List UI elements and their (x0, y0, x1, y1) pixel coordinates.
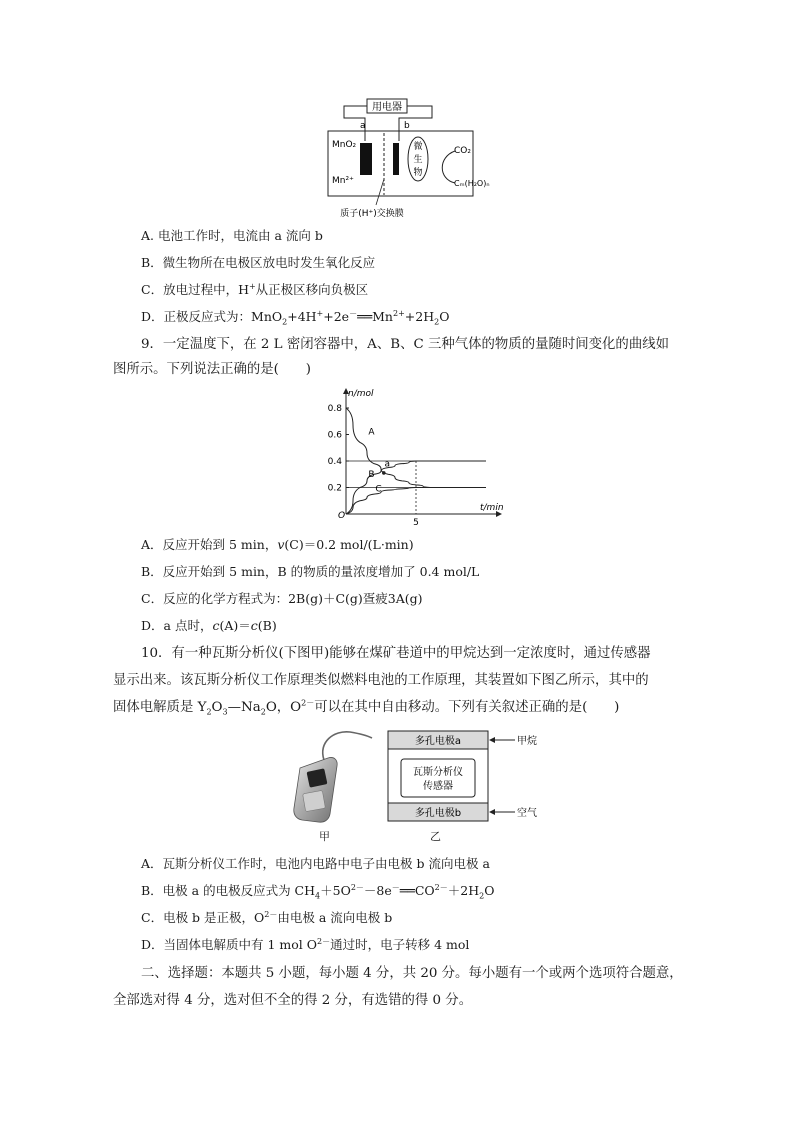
electrode-a (360, 143, 372, 175)
device-panel (303, 790, 326, 811)
q9-d-post: (B) (257, 618, 277, 633)
q8-d-mid2: +2e (323, 309, 350, 324)
q9-d-c1: c (212, 618, 220, 633)
q10-stem-line3 (113, 700, 619, 716)
q8-c-post: 从正极区移向负极区 (255, 282, 369, 297)
q10-b-end: O (484, 883, 495, 898)
q10-stem3-mid: —Na (227, 700, 261, 715)
point-a-label: a (384, 459, 391, 470)
top-electrode-label: 多孔电极a (414, 736, 462, 747)
q10-sub2: 2 (206, 707, 212, 717)
y-tick-label: 0.6 (327, 430, 342, 441)
q10-stem3-pre: 固体电解质是 Y (113, 700, 207, 715)
label-yi: 乙 (430, 830, 441, 843)
q10-b-sup: 2－ (350, 882, 364, 892)
q9-option-a (141, 537, 414, 553)
q9-a-post: (C)＝0.2 mol/(L·min) (284, 537, 414, 552)
q8-d-sup-plus: + (316, 308, 324, 318)
microbe-char-2: 生 (413, 155, 423, 165)
q10-c-post: 由电极 a 流向电极 b (277, 910, 393, 925)
x-axis-label: t/min (480, 503, 504, 513)
q8-d-sub2a: 2 (282, 317, 288, 327)
q10-stem-line2: 显示出来。该瓦斯分析仪工作原理类似燃料电池的工作原理，其装置如下图乙所示，其中的 (113, 673, 649, 688)
q8-d-post: +2H (404, 309, 435, 324)
q9-stem-line2: 图所示。下列说法正确的是( ) (113, 362, 311, 377)
device-body (294, 757, 337, 822)
q10-option-b (141, 883, 494, 899)
q9-option-d (141, 618, 277, 634)
sensor-cell-diagram (383, 729, 543, 824)
mn2-label: Mn²⁺ (332, 176, 354, 186)
q10-d-sup: 2－ (317, 936, 331, 946)
device-label: 用电器 (372, 102, 402, 113)
q9-stem-line1: 9．一定温度下，在 2 L 密闭容器中，A、B、C 三种气体的物质的量随时间变化的曲线如 (141, 337, 669, 352)
q10-d-pre: D．当固体电解质中有 1 mol O (141, 937, 318, 952)
q9-a-v: v (277, 537, 285, 552)
q8-d-sup-2plus: 2+ (392, 308, 405, 318)
section2-line2: 全部选对得 4 分，选对但不全的得 2 分，有选错的得 0 分。 (113, 993, 473, 1008)
q9-d-pre: D．a 点时， (141, 618, 213, 633)
y-tick-label: 0.8 (327, 404, 342, 414)
q10-b-mid3: ══CO (399, 883, 435, 898)
q10-sup-2m: 2－ (301, 698, 315, 708)
q8-option-d (141, 309, 449, 325)
cm-label: Cₘ(H₂O)ₙ (454, 179, 490, 188)
co2-label: CO₂ (454, 146, 471, 156)
q10-c-sup: 2－ (264, 909, 278, 919)
q8-d-sup-minus: － (349, 308, 358, 318)
q10-option-d (141, 937, 469, 953)
section2-line1: 二、选择题：本题共 5 小题，每小题 4 分，共 20 分。每小题有一个或两个选项符合题意， (141, 966, 683, 981)
q10-option-a: A．瓦斯分析仪工作时，电池内电路中电子由电极 b 流向电极 a (141, 856, 490, 871)
q10-b-sub4: 4 (315, 891, 321, 901)
probe-cable (323, 732, 372, 760)
series-C-label: C (375, 484, 382, 495)
series-A-line (346, 408, 486, 488)
q8-c-pre: C．放电过程中，H (141, 282, 249, 297)
q10-b-sup2: － (391, 882, 400, 892)
y-tick-label: 0.4 (327, 457, 342, 467)
q9-d-c2: c (250, 618, 258, 633)
q10-stem3-post: 可以在其中自由移动。下列有关叙述正确的是( ) (314, 700, 620, 715)
electrode-b (393, 143, 399, 175)
y-axis-label: n/mol (348, 389, 374, 399)
q10-b-sub2: 2 (479, 891, 485, 901)
bottom-electrode-label: 多孔电极b (414, 808, 462, 819)
membrane-pointer (376, 179, 384, 205)
q10-stem3-y: O (211, 700, 223, 715)
q10-option-c (141, 910, 392, 926)
fuel-cell-diagram (320, 95, 500, 220)
label-jia: 甲 (319, 830, 330, 843)
q10-stem-line1: 10．有一种瓦斯分析仪(下图甲)能够在煤矿巷道中的甲烷达到一定浓度时，通过传感器 (141, 646, 651, 661)
q10-b-mid: ＋5O (320, 883, 351, 898)
electrode-b-label: b (404, 121, 410, 131)
q10-c-pre: C．电极 b 是正极，O (141, 910, 265, 925)
air-arrowhead (489, 809, 495, 815)
methane-arrowhead (489, 737, 495, 743)
q10-b-mid2: －8e (363, 883, 392, 898)
sensor-label-1: 瓦斯分析仪 (413, 767, 463, 778)
q9-option-c: C．反应的化学方程式为：2B(g)＋C(g)疍疲3A(g) (141, 591, 423, 606)
x-tick-label: 5 (413, 518, 419, 526)
q10-b-sup3: 2－ (434, 882, 448, 892)
q8-d-sub2b: 2 (434, 317, 440, 327)
q9-d-mid: (A)＝ (219, 618, 251, 633)
origin-label: O (338, 511, 346, 521)
microbe-char-1: 微 (413, 142, 423, 152)
air-label: 空气 (517, 808, 537, 819)
q9-a-pre: A．反应开始到 5 min， (141, 537, 278, 552)
q10-sub2b: 2 (260, 707, 266, 717)
q8-c-sup: + (248, 281, 256, 291)
q9-chart (318, 384, 508, 526)
q10-sub3: 3 (222, 707, 228, 717)
q10-stem3-mid2: O，O (265, 700, 302, 715)
q8-d-mid: +4H (287, 309, 317, 324)
q8-d-pre: D．正极反应式为：MnO (141, 309, 283, 324)
microbe-char-3: 物 (413, 168, 423, 178)
methane-label: 甲烷 (517, 736, 537, 747)
q8-d-end: O (439, 309, 450, 324)
membrane-label: 质子(H⁺)交换膜 (340, 209, 404, 219)
y-tick-label: 0.2 (327, 483, 342, 494)
electrode-a-label: a (360, 121, 366, 131)
gas-analyzer-image (282, 728, 374, 826)
q8-option-c (141, 282, 368, 298)
mno2-label: MnO₂ (332, 140, 357, 150)
q10-b-pre: B．电极 a 的电极反应式为 CH (141, 883, 316, 898)
q8-option-b: B．微生物所在电极区放电时发生氧化反应 (141, 255, 376, 270)
sensor-label-2: 传感器 (423, 781, 453, 792)
q10-d-post: 通过时，电子转移 4 mol (330, 937, 470, 952)
q10-b-mid4: ＋2H (447, 883, 480, 898)
series-B-label: B (368, 469, 375, 480)
point-a-marker (382, 471, 386, 475)
q8-option-a: A. 电池工作时，电流由 a 流向 b (141, 228, 323, 243)
q9-option-b: B．反应开始到 5 min，B 的物质的量浓度增加了 0.4 mol/L (141, 564, 480, 579)
series-A-label: A (368, 427, 375, 438)
q8-d-mid3: ══Mn (357, 309, 393, 324)
